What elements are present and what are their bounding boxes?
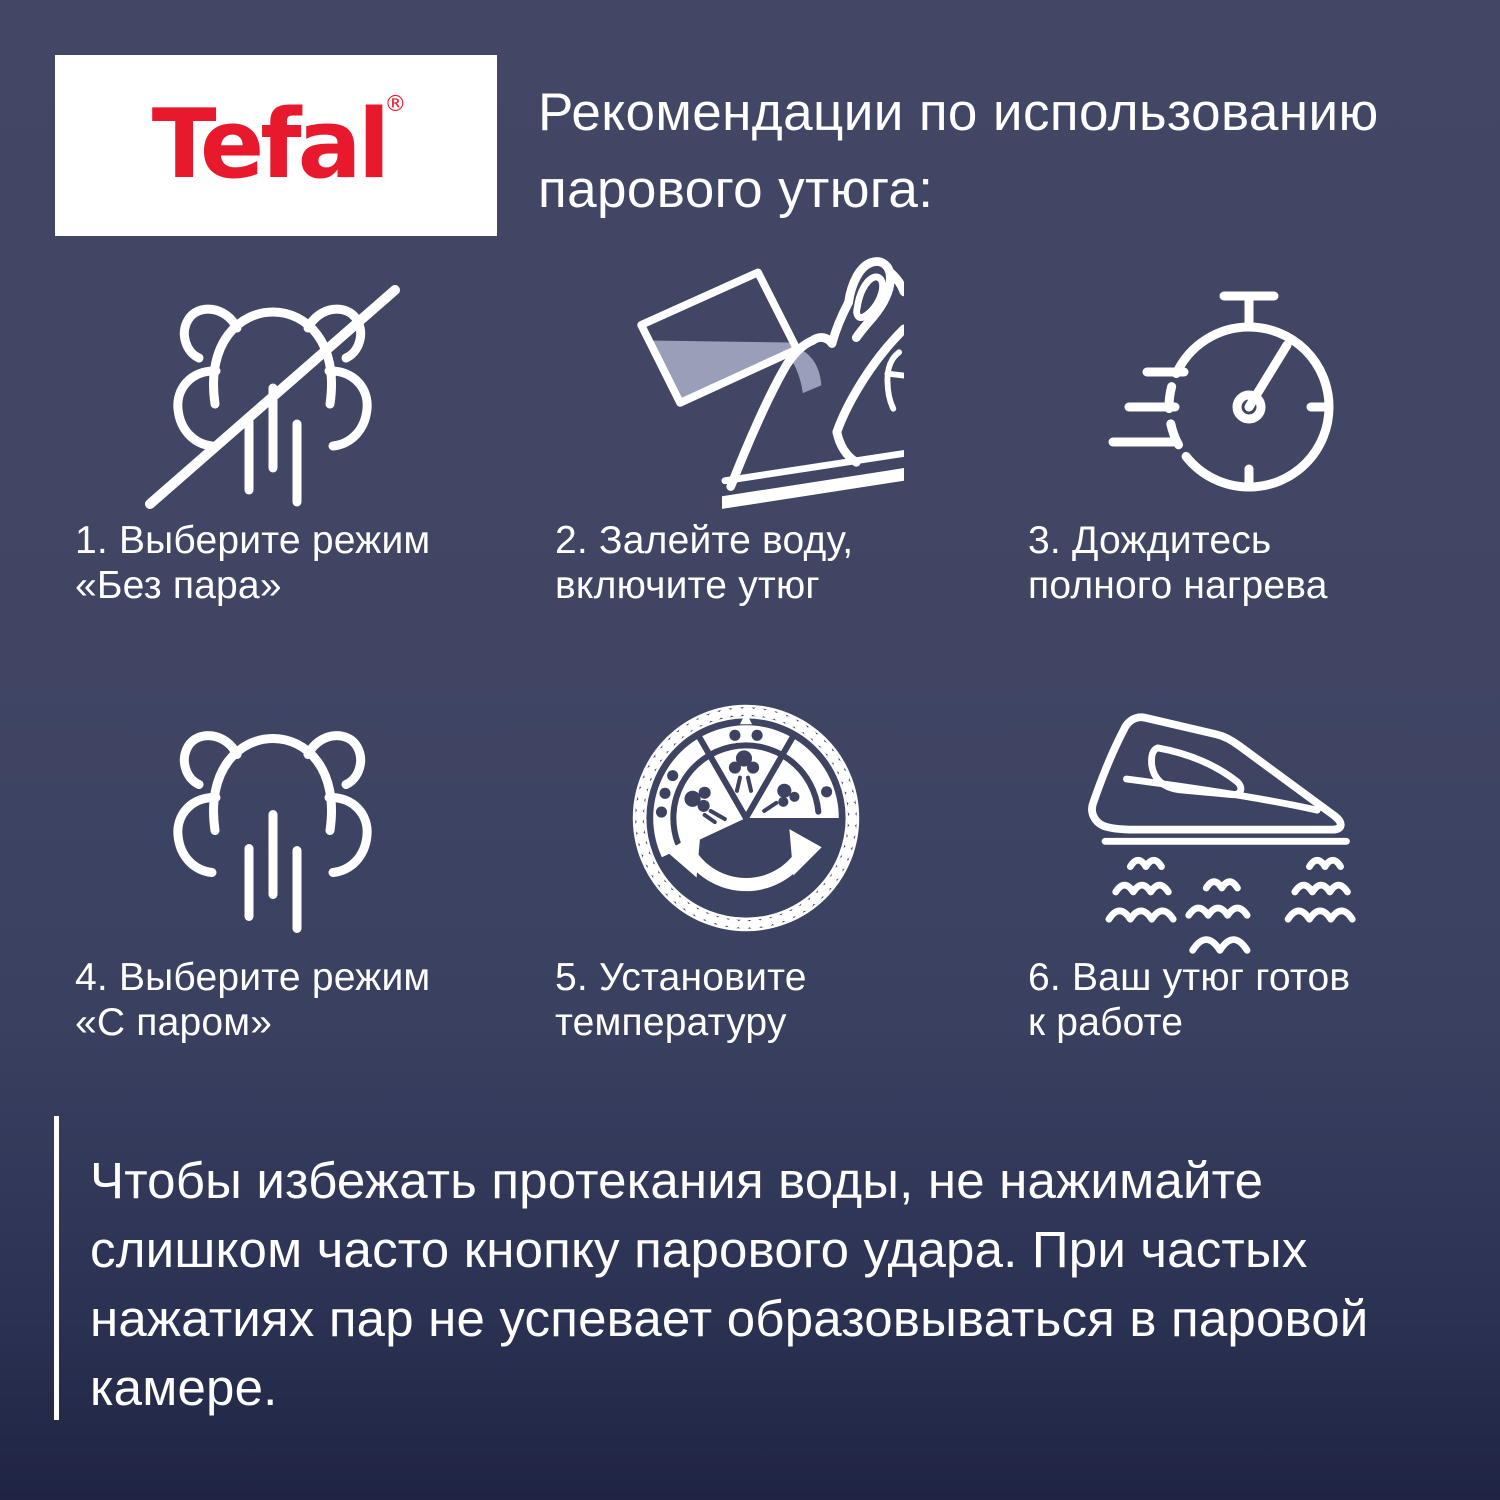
- registered-trademark: ®: [384, 92, 407, 117]
- pour-water-icon: [612, 247, 904, 510]
- tefal-logo-text: Tefal: [151, 90, 387, 200]
- step-5-caption-line2: температуру: [555, 1001, 787, 1044]
- step-2-caption-line2: включите утюг: [555, 564, 820, 607]
- footer-note-line3: нажатиях пар не успевает образовываться в паровой: [90, 1290, 1369, 1347]
- no-steam-icon: [140, 276, 405, 516]
- step-2-caption: [555, 518, 853, 608]
- tefal-logo: [151, 90, 407, 200]
- page-title-line2: парового утюга:: [538, 160, 934, 219]
- step-5-caption: [555, 955, 807, 1045]
- step-4-caption-line2: «С паром»: [75, 1001, 273, 1044]
- page-title-line1: Рекомендации по использованию: [538, 83, 1379, 142]
- step-4-caption: [75, 955, 430, 1045]
- brand-logo-panel: [55, 55, 497, 236]
- steam-clouds: [1109, 860, 1352, 950]
- footer-accent-bar: [54, 1116, 59, 1420]
- footer-note-line1: Чтобы избежать протекания воды, не нажимайте: [90, 1152, 1264, 1209]
- step-6-caption-line2: к работе: [1028, 1001, 1184, 1044]
- step-6-caption: [1028, 955, 1350, 1045]
- step-1-caption-line2: «Без пара»: [75, 564, 282, 607]
- iron-outline: [1092, 717, 1346, 841]
- footer-note-line4: камере.: [90, 1359, 278, 1416]
- step-3-caption-line1: 3. Дождитесь: [1028, 519, 1272, 562]
- iron-steam-ready-icon: [1070, 705, 1362, 963]
- page-title: [538, 74, 1379, 228]
- step-2-caption-line1: 2. Залейте воду,: [555, 519, 854, 562]
- step-1-caption: [75, 518, 430, 608]
- step-5-caption-line1: 5. Установите: [555, 956, 807, 999]
- footer-note: [90, 1146, 1369, 1422]
- step-3-caption-line2: полного нагрева: [1028, 564, 1328, 607]
- step-6-caption-line1: 6. Ваш утюг готов: [1028, 956, 1351, 999]
- stopwatch-icon: [1098, 282, 1360, 527]
- temperature-dial-icon: [630, 702, 862, 934]
- step-4-caption-line1: 4. Выберите режим: [75, 956, 431, 999]
- footer-note-line2: слишком часто кнопку парового удара. При частых: [90, 1221, 1308, 1278]
- step-1-caption-line1: 1. Выберите режим: [75, 519, 431, 562]
- step-3-caption: [1028, 518, 1328, 608]
- steam-icon: [140, 700, 405, 945]
